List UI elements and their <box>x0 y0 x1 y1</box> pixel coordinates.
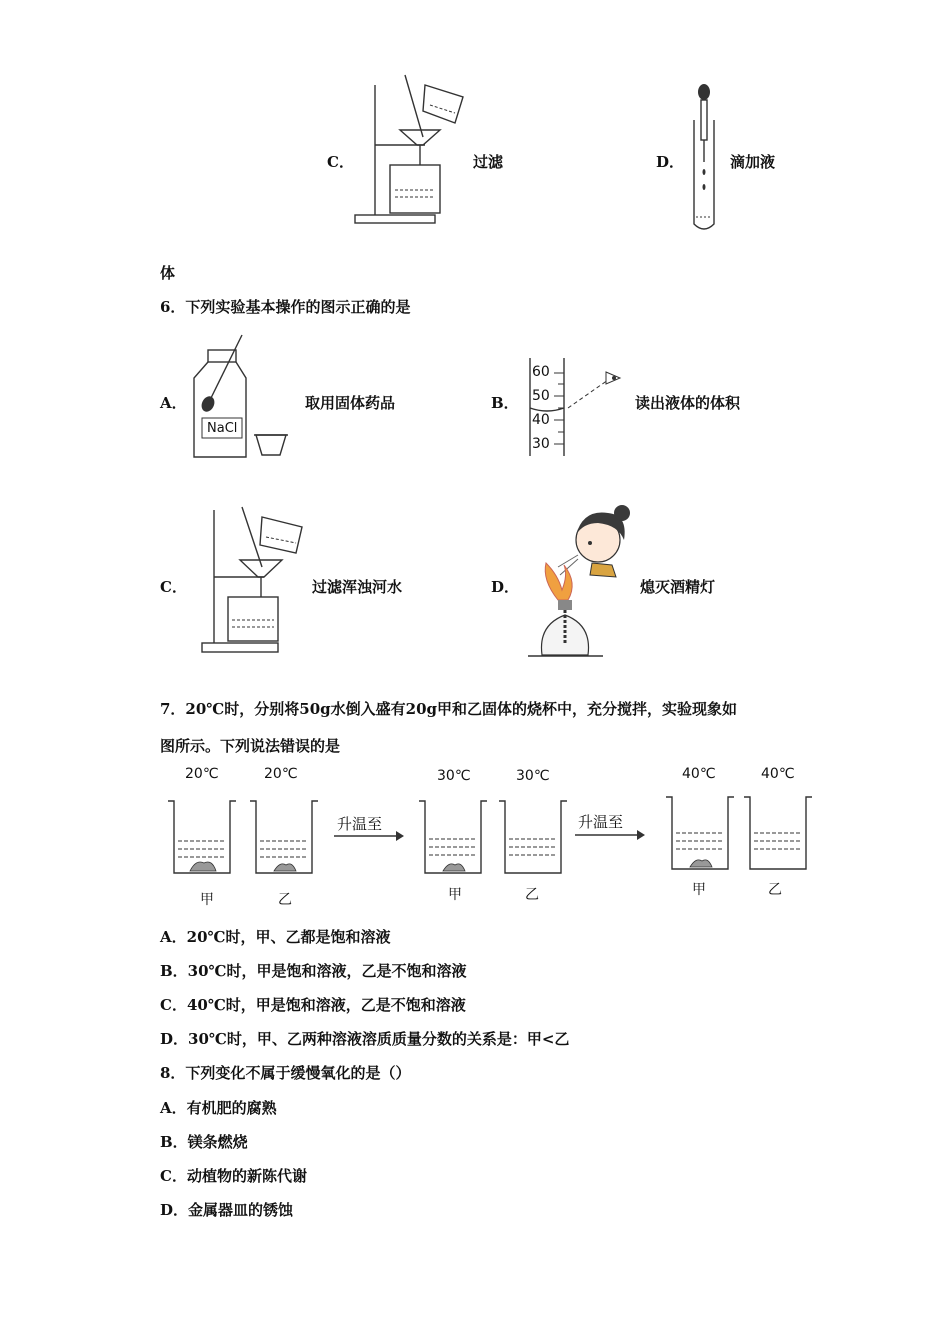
beaker-label-1: 甲 <box>200 892 214 908</box>
beaker-yi-30 <box>497 797 569 877</box>
beaker-jia-30 <box>417 797 489 877</box>
q8-option-b: B．镁条燃烧 <box>160 1133 248 1151</box>
q7-stem-line2: 图所示。下列说法错误的是 <box>160 737 341 755</box>
q8-option-c: C．动植物的新陈代谢 <box>160 1167 307 1185</box>
temp-3: 30℃ <box>437 768 471 784</box>
scale-30: 30 <box>532 436 550 452</box>
q6-d-letter: D． <box>491 578 520 596</box>
beaker-label-2: 乙 <box>278 892 292 908</box>
q6-d-caption: 熄灭酒精灯 <box>640 578 716 596</box>
reagent-bottle-spoon-figure <box>190 330 310 460</box>
scale-60: 60 <box>532 364 550 380</box>
q8-option-d: D．金属器皿的锈蚀 <box>160 1201 294 1219</box>
filtration-river-water-figure <box>200 505 310 655</box>
beaker-jia-40 <box>664 793 736 873</box>
q7-stem-line1: 7．20℃时，分别将50g水倒入盛有20g甲和乙固体的烧杯中，充分搅拌，实验现象如 <box>160 700 738 718</box>
q8-option-a: A．有机肥的腐熟 <box>160 1099 277 1117</box>
q6-b-caption: 读出液体的体积 <box>635 394 741 412</box>
dropper-test-tube-figure <box>690 82 720 234</box>
beaker-label-5: 甲 <box>692 882 706 898</box>
arrow-text-1: 升温至 <box>337 815 383 833</box>
q5-c-caption: 过滤 <box>473 153 504 171</box>
q8-stem: 8．下列变化不属于缓慢氧化的是（） <box>160 1064 411 1082</box>
q5-wrap-text: 体 <box>160 264 176 282</box>
temp-1: 20℃ <box>185 766 219 782</box>
q6-c-letter: C． <box>160 578 187 596</box>
beaker-yi-20 <box>248 797 320 877</box>
q6-stem: 6．下列实验基本操作的图示正确的是 <box>160 298 411 316</box>
filtration-apparatus-figure-top <box>355 75 475 230</box>
q5-c-letter: C． <box>327 153 354 171</box>
q5-d-caption: 滴加液 <box>730 153 776 171</box>
scale-50: 50 <box>532 388 550 404</box>
temp-2: 20℃ <box>264 766 298 782</box>
q6-a-letter: A． <box>160 394 187 412</box>
q5-d-letter: D． <box>656 153 685 171</box>
q6-a-caption: 取用固体药品 <box>305 394 396 412</box>
beaker-label-3: 甲 <box>448 887 462 903</box>
nacl-label: NaCl <box>207 421 238 436</box>
q6-c-caption: 过滤浑浊河水 <box>312 578 403 596</box>
temp-5: 40℃ <box>682 766 716 782</box>
beaker-yi-40 <box>742 793 814 873</box>
q7-option-d: D．30℃时，甲、乙两种溶液溶质质量分数的关系是：甲<乙 <box>160 1030 570 1048</box>
scale-40: 40 <box>532 412 550 428</box>
arrow-text-2: 升温至 <box>578 813 624 831</box>
beaker-jia-20 <box>166 797 238 877</box>
beaker-label-4: 乙 <box>525 887 539 903</box>
temp-6: 40℃ <box>761 766 795 782</box>
blowing-out-alcohol-lamp-figure <box>528 495 638 660</box>
beaker-label-6: 乙 <box>768 882 782 898</box>
q6-b-letter: B． <box>491 394 519 412</box>
q7-option-c: C．40℃时，甲是饱和溶液，乙是不饱和溶液 <box>160 996 466 1014</box>
q7-option-b: B．30℃时，甲是饱和溶液，乙是不饱和溶液 <box>160 962 467 980</box>
q7-option-a: A．20℃时，甲、乙都是饱和溶液 <box>160 928 391 946</box>
temp-4: 30℃ <box>516 768 550 784</box>
